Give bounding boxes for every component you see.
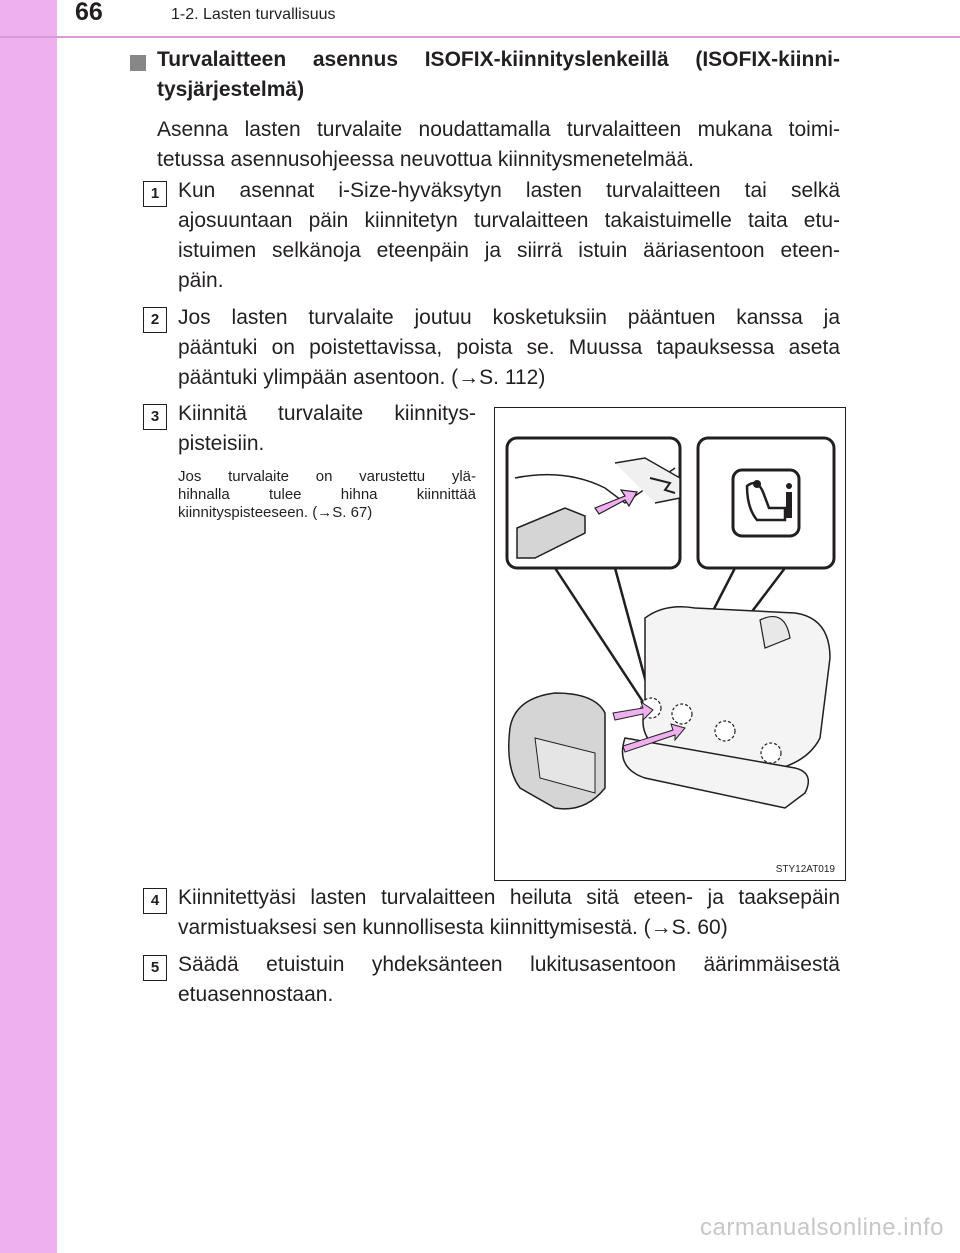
isofix-illustration — [494, 407, 846, 881]
step-line: Säädä etuistuin yhdeksänteen lukitusasentoon äärimmäisestä — [178, 953, 840, 976]
step-number-3: 3 — [143, 404, 167, 430]
step-line: pääntuki ylimpään asentoon. (→S. 112) — [178, 366, 546, 389]
step-number-5: 5 — [143, 955, 167, 981]
figure-code: STY12AT019 — [775, 864, 835, 875]
step-line: istuimen selkänoja eteenpäin ja siirrä istuin ääriasentoon eteen- — [178, 239, 840, 262]
step-number-1: 1 — [143, 181, 167, 207]
step-1-text — [178, 176, 840, 296]
step-line: ajosuuntaan päin kiinnitetyn turvalaitteen takaistuimelle taita etu- — [178, 209, 840, 232]
section-title: 1-2. Lasten turvallisuus — [171, 6, 336, 23]
step-line: Kiinnitettyäsi lasten turvalaitteen heiluta sitä eteen- ja taaksepäin — [178, 886, 840, 909]
step-line: pääntuki on poistettavissa, poista se. Muussa tapauksessa aseta — [178, 336, 840, 359]
step-3-text — [178, 399, 476, 459]
step-line: Kiinnitä turvalaite kiinnitys- — [178, 402, 476, 425]
heading-line: Turvalaitteen asennus ISOFIX-kiinnityslenkeillä (ISOFIX-kiinni- — [157, 48, 840, 71]
header-rule — [0, 36, 960, 38]
note-line: Jos turvalaite on varustettu ylä- — [178, 468, 476, 485]
intro-line: tetussa asennusohjeessa neuvottua kiinnitysmenetelmää. — [157, 148, 694, 171]
isofix-drawing — [495, 408, 845, 880]
step-2-text — [178, 303, 840, 393]
step-line: varmistuaksesi sen kunnollisesta kiinnittymisestä. (→S. 60) — [178, 916, 728, 939]
intro-paragraph — [157, 115, 840, 175]
step-3-note — [178, 468, 476, 522]
note-line: kiinnityspisteeseen. (→S. 67) — [178, 504, 373, 521]
heading-line: tysjärjestelmä) — [157, 78, 305, 101]
watermark: carmanualsonline.info — [700, 1214, 944, 1241]
step-number-2: 2 — [143, 307, 167, 333]
step-number-4: 4 — [143, 888, 167, 914]
step-5-text — [178, 950, 840, 1010]
step-4-text — [178, 883, 840, 943]
page-number: 66 — [75, 0, 103, 26]
step-line: etuasennostaan. — [178, 983, 334, 1006]
note-line: hihnalla tulee hihna kiinnittää — [178, 486, 476, 503]
intro-line: Asenna lasten turvalaite noudattamalla turvalaitteen mukana toimi- — [157, 118, 840, 141]
page-sidebar — [0, 0, 57, 1253]
heading-bullet-icon — [130, 55, 146, 71]
step-line: Jos lasten turvalaite joutuu kosketuksiin pääntuen kanssa ja — [178, 306, 840, 329]
section-heading — [157, 45, 840, 105]
step-line: päin. — [178, 269, 224, 292]
step-line: Kun asennat i-Size-hyväksytyn lasten turvalaitteen tai selkä — [178, 179, 840, 202]
step-line: pisteisiin. — [178, 432, 265, 455]
